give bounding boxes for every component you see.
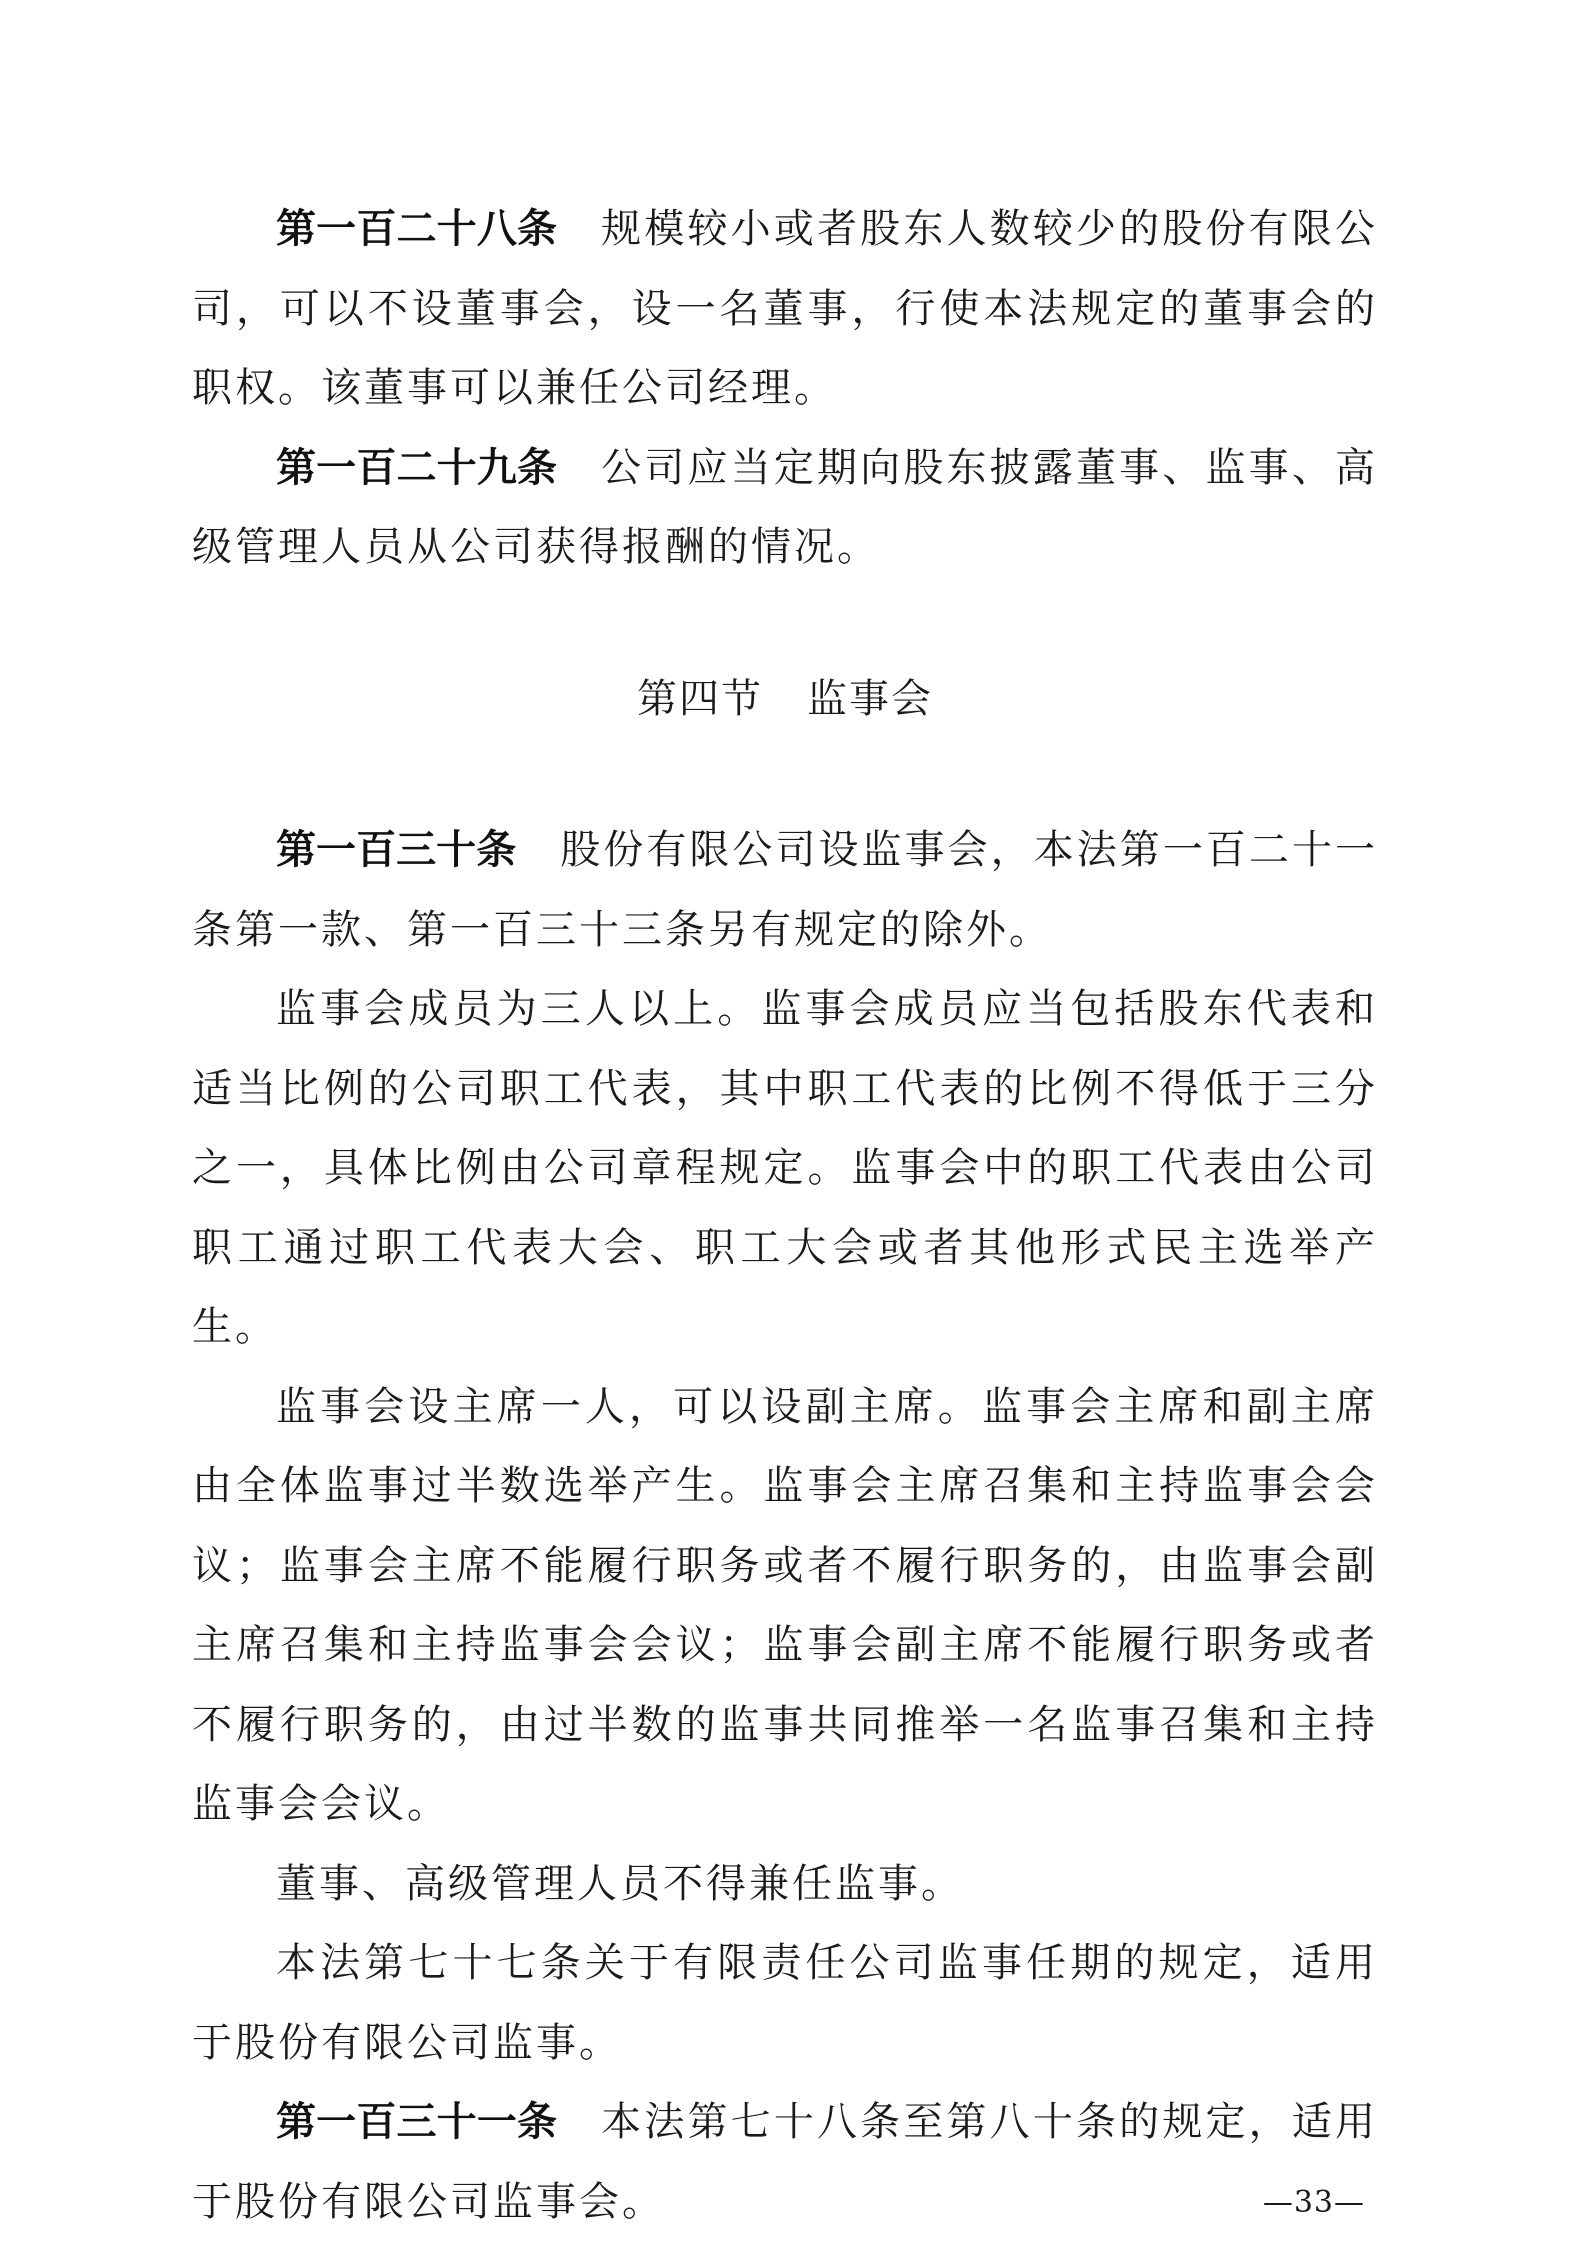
article-129 bbox=[192, 429, 1378, 588]
article-130 bbox=[192, 811, 1378, 970]
document-body bbox=[192, 190, 1378, 2242]
article-131 bbox=[192, 2083, 1378, 2242]
article-number: 第一百三十一条 bbox=[276, 2099, 558, 2145]
article-text: 本法第七十八条至第八十条的规定，适用于股份有限公司监事会。 bbox=[192, 2099, 1379, 2225]
article-number: 第一百二十九条 bbox=[276, 444, 558, 491]
section-number: 第四节 bbox=[637, 675, 763, 722]
section-heading bbox=[192, 660, 1378, 740]
article-number: 第一百三十条 bbox=[276, 827, 517, 873]
article-text: 规模较小或者股东人数较少的股份有限公司，可以不设董事会，设一名董事，行使本法规定的董事会的职权。该董事可以兼任公司经理。 bbox=[192, 206, 1379, 411]
section-title: 监事会 bbox=[807, 675, 933, 722]
article-130-paragraph: 监事会设主席一人，可以设副主席。监事会主席和副主席由全体监事过半数选举产生。监事会主席召集和主持监事会会议；监事会主席不能履行职务或者不履行职务的，由监事会副主席召集和主持监事会会议；监事会副主席不能履行职务或者不履行职务的，由过半数的监事共同推举一名监事召集和主持监事会会议。 bbox=[192, 1383, 1378, 1827]
article-128 bbox=[192, 190, 1378, 429]
article-number: 第一百二十八条 bbox=[276, 206, 558, 252]
article-text: 公司应当定期向股东披露董事、监事、高级管理人员从公司获得报酬的情况。 bbox=[192, 444, 1379, 570]
page-number: —33— bbox=[1262, 2185, 1365, 2220]
article-130-paragraph: 监事会成员为三人以上。监事会成员应当包括股东代表和适当比例的公司职工代表，其中职工代表的比例不得低于三分之一，具体比例由公司章程规定。监事会中的职工代表由公司职工通过职工代表大会、职工大会或者其他形式民主选举产生。 bbox=[192, 986, 1378, 1350]
article-130-paragraph: 董事、高级管理人员不得兼任监事。 bbox=[276, 1860, 964, 1907]
article-text: 股份有限公司设监事会，本法第一百二十一条第一款、第一百三十三条另有规定的除外。 bbox=[192, 827, 1378, 953]
article-130-paragraph: 本法第七十七条关于有限责任公司监事任期的规定，适用于股份有限公司监事。 bbox=[192, 1940, 1378, 2066]
